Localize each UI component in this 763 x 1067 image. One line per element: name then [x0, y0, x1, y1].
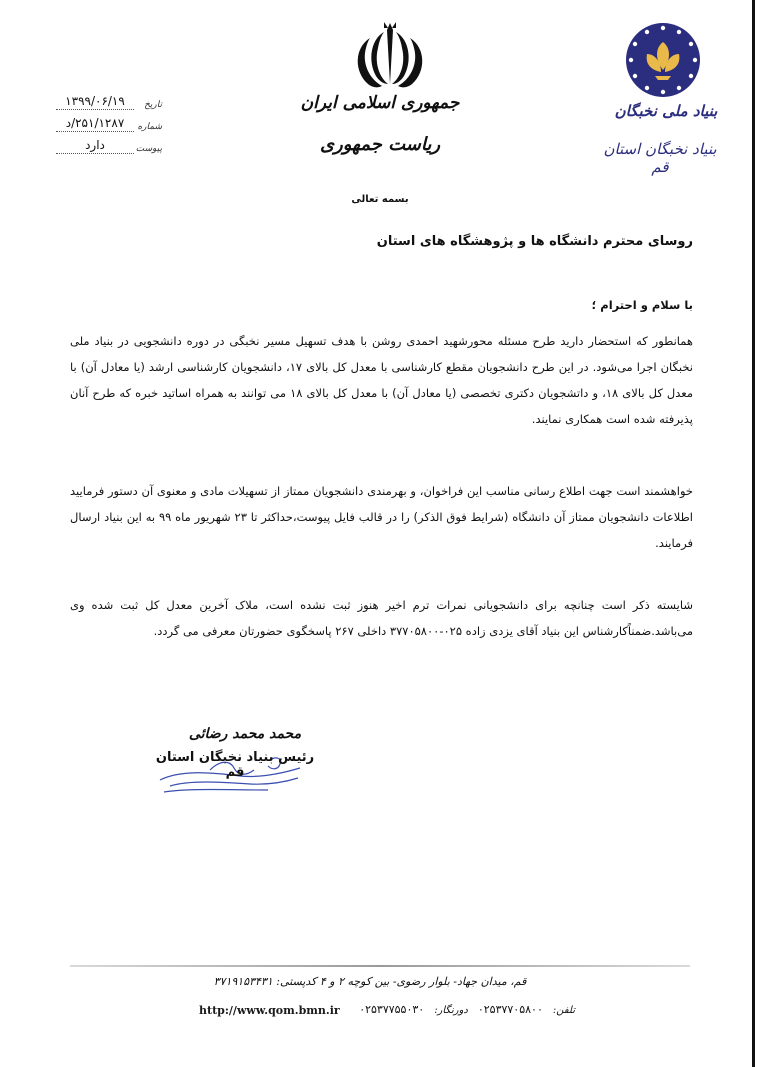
phone-value: ۰۲۵۳۷۷۰۵۸۰۰	[477, 1003, 543, 1016]
letter-meta	[52, 88, 162, 154]
foundation-name: بنیاد ملی نخبگان	[614, 102, 718, 120]
foundation-province-name: بنیاد نخبگان استان قم	[603, 140, 717, 176]
meta-date-row	[52, 88, 162, 110]
footer-address: قم، میدان جهاد- بلوار رضوی- بین کوچه ۲ و ۴ کدپستی: ۳۷۱۹۱۵۳۴۳۱	[213, 975, 527, 988]
website-link[interactable]: http://www.qom.bmn.ir	[199, 1004, 340, 1017]
presidency-title: ریاست جمهوری	[319, 134, 441, 155]
government-title: جمهوری اسلامی ایران	[300, 93, 460, 113]
date-value: ۱۳۹۹/۰۶/۱۹	[56, 94, 134, 110]
fax-label: دورنگار:	[434, 1005, 468, 1016]
signatory-title: رئیس بنیاد نخبگان استان قم	[155, 750, 315, 780]
attachment-value: دارد	[56, 138, 134, 154]
paragraph-2: خواهشمند است جهت اطلاع رسانی مناسب این فراخوان، و بهرمندی دانشجویان ممتاز از تسهیلات مادی و معنوی آن دستور فرمایید اطلاعات دانشجویان ممتاز آن دانشگاه (شرایط فوق الذکر) را در قالب فایل پیوست،حداکثر تا ۲۳ شهریور ماه ۹۹ به این بنیاد ارسال فرمایند.	[70, 484, 693, 550]
number-label: شماره	[137, 122, 162, 132]
meta-number-row	[52, 110, 162, 132]
paragraph-3: شایسته ذکر است چنانچه برای دانشجویانی نمرات ترم اخیر هنوز ثبت نشده است، ملاک آخرین معدل کل ثبت شده وی می‌باشد.ضمناًکارشناس این بنیاد آقای یزدی زاده ۰۲۵-۳۷۷۰۵۸۰۰ داخلی ۲۶۷ پاسخگوی حضورتان معرفی می گردد.	[70, 598, 693, 638]
paragraph-1: همانطور که استحضار دارید طرح مسئله محورشهید احمدی روشن با هدف تسهیل مسیر نخبگی در دوره دانشجویی در بنیاد ملی نخبگان اجرا می‌شود. در این طرح دانشجویان مقطع کارشناسی با معدل کل بالای ۱۷، دانشجویان کارشناسی ارشد (یا معادل آن) با معدل کل بالای ۱۸، و داتشجویان دکتری تخصصی (یا معادل آن) با معدل کل بالای ۱۸ می توانند به همراه اساتید خبره که طرح آنان پذیرفته شده است همکاری نمایند.	[70, 334, 694, 426]
recipient-line: روسای محترم دانشگاه ها و پژوهشگاه های استان	[376, 234, 693, 249]
date-label: تاریخ	[144, 100, 162, 110]
foundation-logo-icon	[623, 20, 703, 100]
footer-divider	[70, 965, 690, 967]
meta-attachment-row	[52, 132, 162, 154]
attachment-label: پیوست	[135, 144, 162, 154]
basmala: بسمه تعالی	[351, 194, 409, 205]
iran-emblem-icon	[340, 18, 440, 98]
page-right-edge	[752, 0, 755, 1067]
greeting: با سلام و احترام ؛	[591, 298, 693, 312]
fax-value: ۰۲۵۳۷۷۵۵۰۳۰	[359, 1003, 425, 1016]
number-value: ۲۵۱/۱۲۸۷/د	[56, 116, 134, 132]
phone-label: تلفن:	[552, 1005, 575, 1016]
signatory-name: محمد محمد رضائی	[188, 726, 302, 742]
